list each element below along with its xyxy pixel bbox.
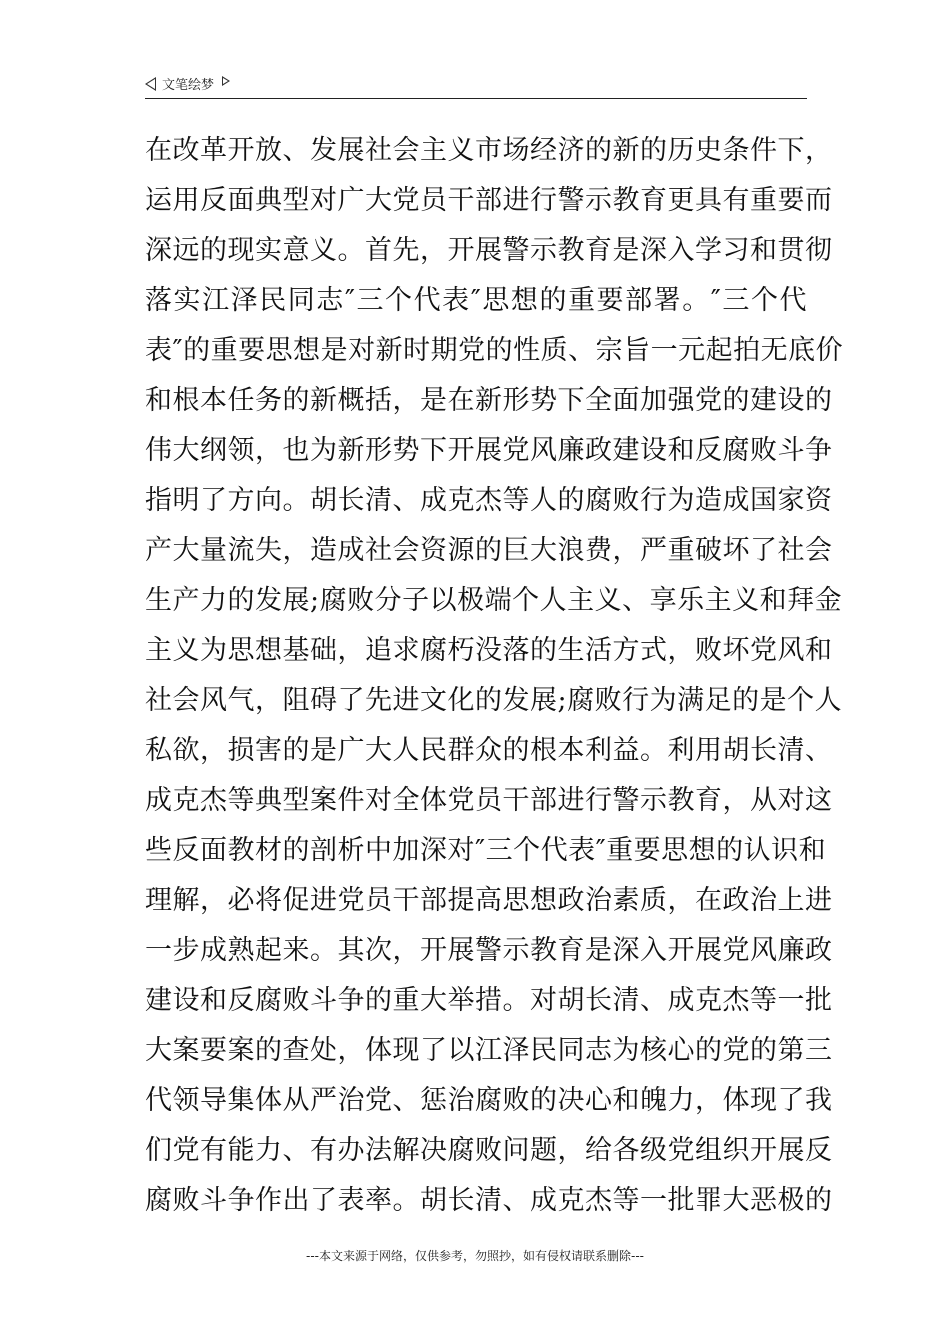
page-header xyxy=(145,72,807,99)
text-line: 表″的重要思想是对新时期党的性质、宗旨一元起拍无底价 xyxy=(145,335,844,366)
triangle-right-icon xyxy=(222,76,230,86)
text-line: 指明了方向。胡长清、成克杰等人的腐败行为造成国家资 xyxy=(145,485,833,516)
header-brand xyxy=(145,74,230,93)
text-line: 腐败斗争作出了表率。胡长清、成克杰等一批罪大恶极的 xyxy=(145,1185,833,1216)
triangle-left-icon xyxy=(145,77,156,91)
text-line: 落实江泽民同志″三个代表″思想的重要部署。″三个代 xyxy=(145,285,807,316)
text-line: 们党有能力、有办法解决腐败问题，给各级党组织开展反 xyxy=(145,1135,833,1166)
text-line: 建设和反腐败斗争的重大举措。对胡长清、成克杰等一批 xyxy=(145,985,833,1016)
text-line: 深远的现实意义。首先，开展警示教育是深入学习和贯彻 xyxy=(145,235,833,266)
text-line: 在改革开放、发展社会主义市场经济的新的历史条件下， xyxy=(145,135,833,166)
text-line: 生产力的发展;腐败分子以极端个人主义、享乐主义和拜金 xyxy=(145,585,843,616)
text-line: 代领导集体从严治党、惩治腐败的决心和魄力，体现了我 xyxy=(145,1085,833,1116)
header-title: 文笔绘梦 xyxy=(162,78,215,93)
document-body xyxy=(145,131,844,1231)
text-line: 主义为思想基础，追求腐朽没落的生活方式，败坏党风和 xyxy=(145,635,833,666)
text-line: 理解，必将促进党员干部提高思想政治素质，在政治上进 xyxy=(145,885,833,916)
text-line: 成克杰等典型案件对全体党员干部进行警示教育，从对这 xyxy=(145,785,833,816)
page-footer: ---本文来源于网络，仅供参考，勿照抄，如有侵权请联系删除--- xyxy=(306,1249,644,1263)
text-line: 和根本任务的新概括，是在新形势下全面加强党的建设的 xyxy=(145,385,833,416)
text-line: 一步成熟起来。其次，开展警示教育是深入开展党风廉政 xyxy=(145,935,833,966)
text-line: 些反面教材的剖析中加深对″三个代表″重要思想的认识和 xyxy=(145,835,827,866)
text-line: 私欲，损害的是广大人民群众的根本利益。利用胡长清、 xyxy=(145,735,833,766)
text-line: 产大量流失，造成社会资源的巨大浪费，严重破坏了社会 xyxy=(145,535,833,566)
text-line: 大案要案的查处，体现了以江泽民同志为核心的党的第三 xyxy=(145,1035,833,1066)
text-line: 运用反面典型对广大党员干部进行警示教育更具有重要而 xyxy=(145,185,833,216)
text-line: 伟大纲领，也为新形势下开展党风廉政建设和反腐败斗争 xyxy=(145,435,833,466)
text-line: 社会风气，阻碍了先进文化的发展;腐败行为满足的是个人 xyxy=(145,685,843,716)
